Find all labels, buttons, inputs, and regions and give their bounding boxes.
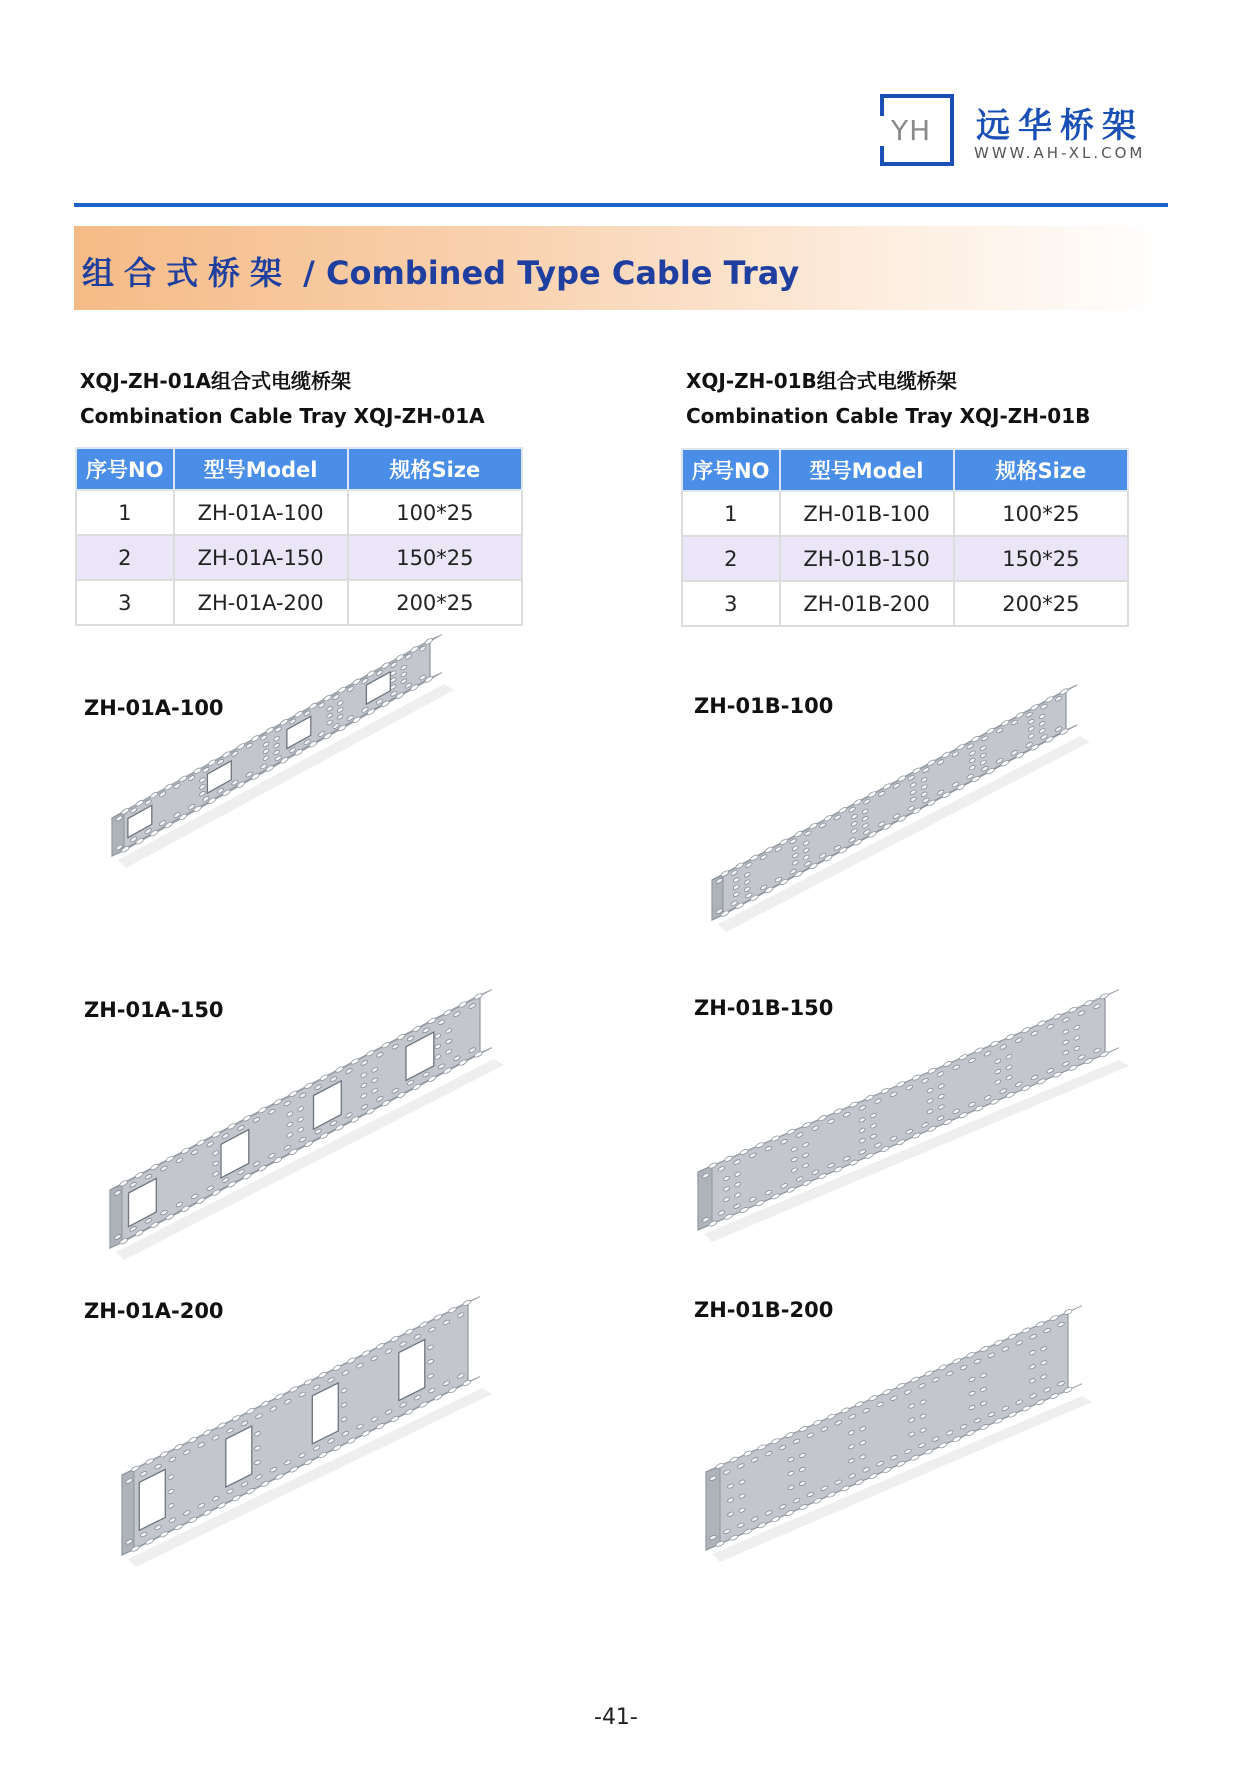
section-title-en: Combined Type Cable Tray xyxy=(325,254,800,292)
table-header-row xyxy=(76,448,522,490)
table-header-row xyxy=(682,449,1128,491)
col-header-no: 序号NO xyxy=(682,449,780,491)
section-banner xyxy=(74,226,1168,310)
table-row xyxy=(76,535,522,580)
image-label-a200: ZH-01A-200 xyxy=(84,1299,224,1323)
spec-table-b xyxy=(681,448,1129,627)
cell-size: 100*25 xyxy=(954,491,1128,536)
cell-model: ZH-01B-200 xyxy=(780,581,954,626)
cable-tray-solid-wide-icon xyxy=(700,1300,1160,1590)
product-heading-cn-a: XQJ-ZH-01A组合式电缆桥架 xyxy=(80,369,352,393)
product-heading-en-b: Combination Cable Tray XQJ-ZH-01B xyxy=(686,404,1091,428)
header-rule xyxy=(74,203,1168,207)
logo-company-name: 远华桥架 xyxy=(976,106,1144,146)
table-row xyxy=(682,491,1128,536)
cable-tray-windowed-narrow-icon xyxy=(105,700,525,980)
logo-mark xyxy=(880,94,954,166)
cell-model: ZH-01B-150 xyxy=(780,536,954,581)
cell-model: ZH-01A-100 xyxy=(174,490,348,535)
table-row xyxy=(682,581,1128,626)
cell-no: 1 xyxy=(682,491,780,536)
cell-no: 3 xyxy=(76,580,174,625)
image-label-a150: ZH-01A-150 xyxy=(84,998,224,1022)
cell-model: ZH-01A-200 xyxy=(174,580,348,625)
cell-no: 2 xyxy=(76,535,174,580)
page-number: -41- xyxy=(594,1705,638,1730)
logo-mark-text: YH xyxy=(891,114,932,147)
product-heading-en-a: Combination Cable Tray XQJ-ZH-01A xyxy=(80,404,485,428)
cell-size: 200*25 xyxy=(954,581,1128,626)
cell-no: 1 xyxy=(76,490,174,535)
col-header-model: 型号Model xyxy=(174,448,348,490)
product-heading-cn-b: XQJ-ZH-01B组合式电缆桥架 xyxy=(686,369,957,393)
col-header-no: 序号NO xyxy=(76,448,174,490)
col-header-model: 型号Model xyxy=(780,449,954,491)
section-title-cn: 组合式桥架 xyxy=(82,254,293,292)
cell-model: ZH-01B-100 xyxy=(780,491,954,536)
col-header-size: 规格Size xyxy=(954,449,1128,491)
logo-website: WWW.AH-XL.COM xyxy=(974,144,1146,162)
cell-no: 3 xyxy=(682,581,780,626)
cable-tray-windowed-wide-icon xyxy=(110,1290,530,1590)
cell-no: 2 xyxy=(682,536,780,581)
table-row xyxy=(76,490,522,535)
image-label-b200: ZH-01B-200 xyxy=(694,1298,834,1322)
section-title-separator: / xyxy=(292,254,326,292)
table-row xyxy=(76,580,522,625)
image-label-b100: ZH-01B-100 xyxy=(694,694,834,718)
col-header-size: 规格Size xyxy=(348,448,522,490)
company-logo xyxy=(880,94,1170,174)
cable-tray-solid-medium-icon xyxy=(690,990,1150,1280)
cable-tray-solid-narrow-icon xyxy=(705,690,1125,950)
cable-tray-windowed-medium-icon xyxy=(105,1000,525,1300)
cell-size: 150*25 xyxy=(348,535,522,580)
table-row xyxy=(682,536,1128,581)
image-label-b150: ZH-01B-150 xyxy=(694,996,834,1020)
image-label-a100: ZH-01A-100 xyxy=(84,696,224,720)
spec-table-a xyxy=(75,447,523,626)
section-title xyxy=(82,248,799,294)
cell-size: 150*25 xyxy=(954,536,1128,581)
cell-size: 200*25 xyxy=(348,580,522,625)
cell-model: ZH-01A-150 xyxy=(174,535,348,580)
cell-size: 100*25 xyxy=(348,490,522,535)
